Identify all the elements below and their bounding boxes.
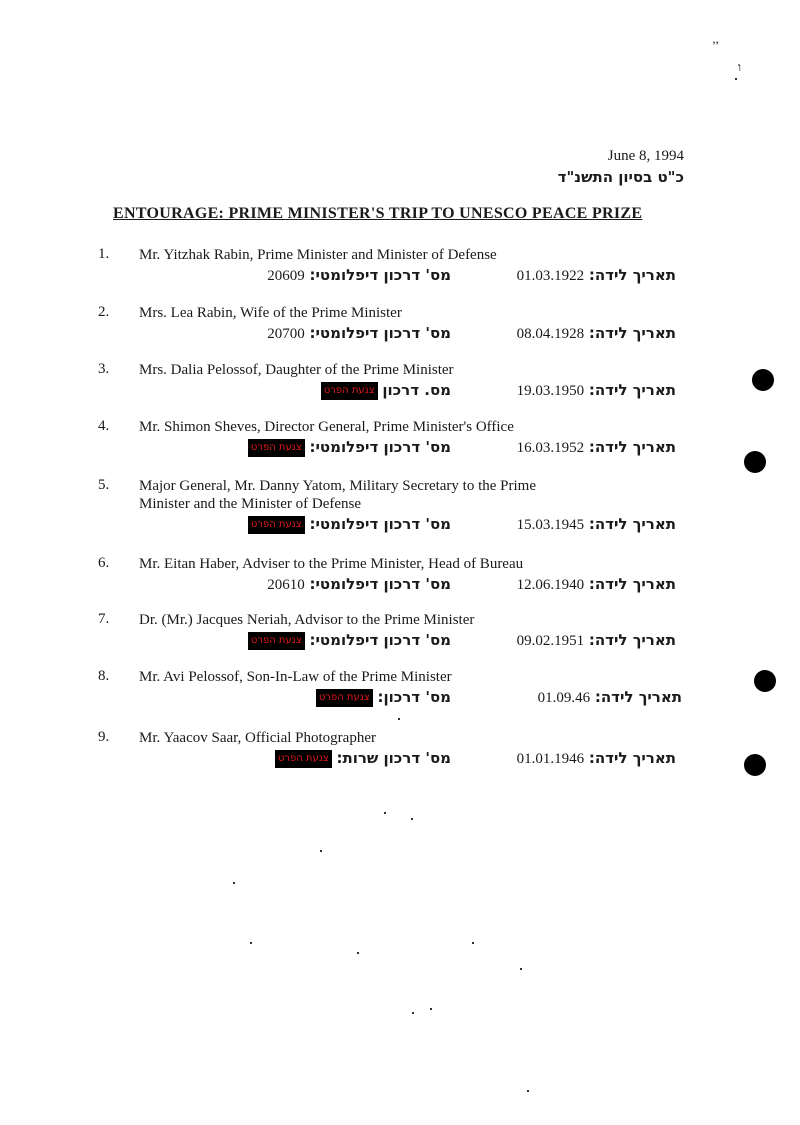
- birth-date-label: תאריך לידה:: [588, 438, 676, 456]
- redaction-box: צנעת הפרט: [248, 632, 305, 650]
- item-number: 1.: [98, 246, 110, 262]
- item-number: 5.: [98, 477, 110, 493]
- birth-date-value: 09.02.1951: [516, 633, 585, 649]
- birth-date-value: 19.03.1950: [516, 383, 585, 399]
- ink-speck: [250, 942, 252, 944]
- birth-date-label: תאריך לידה:: [588, 381, 676, 399]
- item-number: 9.: [98, 729, 110, 745]
- ink-speck: [357, 952, 359, 954]
- punch-hole: [754, 670, 776, 692]
- item-number: 8.: [98, 668, 110, 684]
- passport-label: מס' דרכון דיפלומטי:: [309, 438, 451, 456]
- list-item: [0, 611, 800, 661]
- punch-hole: [752, 369, 774, 391]
- passport-field: [321, 381, 451, 400]
- birth-date-label: תאריך לידה:: [588, 749, 676, 767]
- passport-label: מס' דרכון דיפלומטי:: [309, 515, 451, 533]
- ink-speck: [411, 818, 413, 820]
- birth-date-value: 01.09.46: [537, 690, 591, 706]
- passport-label: מס' דרכון דיפלומטי:: [309, 631, 451, 649]
- birth-date-field: [517, 515, 676, 534]
- passport-field: [248, 438, 451, 457]
- ink-speck: [384, 812, 386, 814]
- item-number: 7.: [98, 611, 110, 627]
- corner-mark: ’’: [712, 38, 720, 52]
- person-description: Mr. Shimon Sheves, Director General, Prime Minister's Office: [139, 419, 514, 435]
- passport-label: מס' דרכון:: [377, 688, 451, 706]
- passport-label: מס' דרכון שרות:: [336, 749, 451, 767]
- person-description: Mrs. Lea Rabin, Wife of the Prime Minister: [139, 305, 402, 321]
- birth-date-value: 16.03.1952: [516, 440, 585, 456]
- ink-speck: [527, 1090, 529, 1092]
- document-title: ENTOURAGE: PRIME MINISTER'S TRIP TO UNESCO PEACE PRIZE: [113, 205, 643, 222]
- birth-date-value: 01.01.1946: [516, 751, 585, 767]
- birth-date-field: [517, 266, 676, 285]
- list-item: [0, 555, 800, 605]
- list-item: [0, 668, 800, 718]
- item-number: 2.: [98, 304, 110, 320]
- ink-speck: [735, 78, 737, 80]
- person-description: Mrs. Dalia Pelossof, Daughter of the Prime Minister: [139, 362, 454, 378]
- birth-date-value: 08.04.1928: [516, 326, 585, 342]
- list-item: [0, 304, 800, 354]
- passport-number: 20609: [267, 268, 305, 284]
- passport-field: [275, 749, 451, 768]
- person-description: Mr. Avi Pelossof, Son-In-Law of the Prime Minister: [139, 669, 452, 685]
- birth-date-label: תאריך לידה:: [588, 575, 676, 593]
- redaction-box: צנעת הפרט: [275, 750, 332, 768]
- list-item: [0, 729, 800, 779]
- birth-date-label: תאריך לידה:: [588, 631, 676, 649]
- ink-speck: [320, 850, 322, 852]
- birth-date-field: [517, 631, 676, 650]
- birth-date-label: תאריך לידה:: [594, 688, 682, 706]
- list-item: [0, 361, 800, 411]
- birth-date-field: [517, 749, 676, 768]
- ink-speck: [398, 718, 400, 720]
- date-english: June 8, 1994: [607, 148, 684, 164]
- person-description: Mr. Yitzhak Rabin, Prime Minister and Minister of Defense: [139, 247, 497, 263]
- passport-field: [316, 688, 451, 707]
- person-description: Mr. Eitan Haber, Adviser to the Prime Minister, Head of Bureau: [139, 556, 524, 572]
- birth-date-field: [538, 688, 682, 707]
- person-description-continued: Minister and the Minister of Defense: [139, 496, 362, 512]
- birth-date-field: [517, 438, 676, 457]
- list-item: [0, 418, 800, 468]
- redaction-box: צנעת הפרט: [316, 689, 373, 707]
- birth-date-label: תאריך לידה:: [588, 324, 676, 342]
- passport-field: [248, 515, 451, 534]
- birth-date-label: תאריך לידה:: [588, 266, 676, 284]
- passport-field: [267, 575, 451, 594]
- ink-speck: [520, 968, 522, 970]
- birth-date-value: 12.06.1940: [516, 577, 585, 593]
- redaction-box: צנעת הפרט: [248, 439, 305, 457]
- corner-mark: ו: [738, 60, 742, 74]
- person-description: Dr. (Mr.) Jacques Neriah, Advisor to the Prime Minister: [139, 612, 475, 628]
- punch-hole: [744, 754, 766, 776]
- birth-date-value: 15.03.1945: [516, 517, 585, 533]
- passport-label: מס' דרכון דיפלומטי:: [309, 575, 451, 593]
- redaction-box: צנעת הפרט: [248, 516, 305, 534]
- birth-date-field: [517, 324, 676, 343]
- person-description: Major General, Mr. Danny Yatom, Military Secretary to the Prime: [139, 478, 537, 494]
- passport-number: 20610: [267, 577, 305, 593]
- birth-date-field: [517, 381, 676, 400]
- redaction-box: צנעת הפרט: [321, 382, 378, 400]
- ink-speck: [472, 942, 474, 944]
- item-number: 4.: [98, 418, 110, 434]
- passport-label: מס. דרכון: [382, 381, 451, 399]
- passport-field: [248, 631, 451, 650]
- list-item: [0, 246, 800, 296]
- punch-hole: [744, 451, 766, 473]
- ink-speck: [430, 1008, 432, 1010]
- item-number: 3.: [98, 361, 110, 377]
- birth-date-value: 01.03.1922: [516, 268, 585, 284]
- passport-field: [267, 324, 451, 343]
- passport-number: 20700: [267, 326, 305, 342]
- birth-date-label: תאריך לידה:: [588, 515, 676, 533]
- birth-date-field: [517, 575, 676, 594]
- passport-label: מס' דרכון דיפלומטי:: [309, 266, 451, 284]
- passport-field: [267, 266, 451, 285]
- ink-speck: [412, 1012, 414, 1014]
- person-description: Mr. Yaacov Saar, Official Photographer: [139, 730, 376, 746]
- passport-label: מס' דרכון דיפלומטי:: [309, 324, 451, 342]
- item-number: 6.: [98, 555, 110, 571]
- list-item: [0, 477, 800, 539]
- date-hebrew: כ"ט בסיון התשנ"ד: [557, 168, 684, 186]
- ink-speck: [233, 882, 235, 884]
